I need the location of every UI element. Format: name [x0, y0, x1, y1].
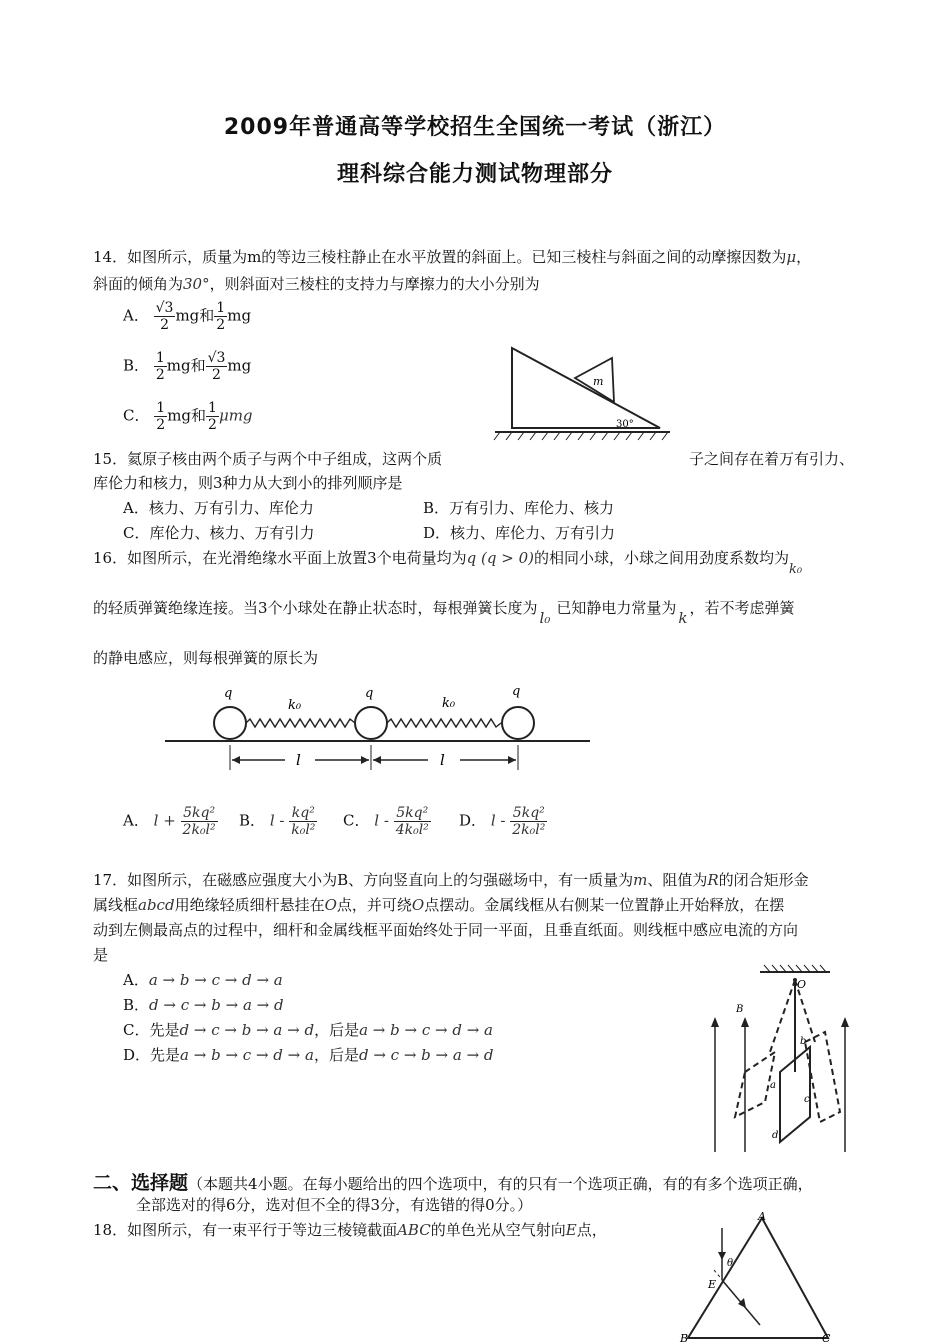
q16-k: k: [678, 609, 688, 627]
block-mass-label: m: [593, 375, 604, 388]
q16-a-frac: [181, 805, 218, 838]
q14-line1: [93, 247, 811, 267]
vertex-label-a: A: [758, 1210, 766, 1223]
q15-line1a: 15．氦原子核由两个质子与两个中子组成，这两个质: [93, 450, 443, 468]
q15-option-d[interactable]: D．核力、库伦力、万有引力: [423, 524, 616, 542]
q14-a-frac1: [154, 300, 176, 333]
q17-option-c-label: C．先是: [123, 1021, 180, 1039]
q17-text1a: 17．如图所示，在磁感应强度大小为B、方向竖直向上的匀强磁场中，有一质量为: [93, 871, 634, 889]
charge-label-left: q: [224, 686, 233, 701]
q17-d-then: ，后是: [313, 1046, 359, 1064]
section2-line2: [136, 1195, 532, 1215]
q18-text1c: 点，: [576, 1221, 607, 1239]
q17-option-a[interactable]: [123, 970, 283, 990]
q14-angle: 30°: [183, 275, 210, 293]
field-label: B: [736, 1004, 744, 1015]
frac-den: 2: [156, 417, 166, 433]
section2-text1: 本题共4小题。在每小题给出的四个选项中，有的只有一个选项正确，有的有多个选项正确，: [203, 1175, 813, 1193]
q14-line2: [93, 274, 540, 294]
dim-label-l1: l: [296, 751, 301, 769]
frame-left: [735, 1052, 775, 1117]
q16-c-frac: [394, 805, 431, 838]
ground-hatching: [494, 432, 668, 440]
q17-option-d[interactable]: [123, 1045, 494, 1065]
q16-option-c[interactable]: [343, 805, 431, 838]
q16-a-pre: l +: [153, 811, 176, 830]
q16-text2a: 的轻质弹簧绝缘连接。当3个小球处在静止状态时，每根弹簧长度为: [93, 599, 538, 617]
q18-text1b: 的单色光从空气射向: [430, 1221, 566, 1239]
q17-option-b[interactable]: [123, 995, 284, 1015]
q16-q-expr: q (q > 0): [466, 549, 534, 567]
q17-line1: [93, 870, 809, 890]
vertex-label-c: C: [822, 1332, 831, 1344]
frac-num: 1: [216, 300, 226, 316]
q14-b-mg2: mg: [227, 356, 252, 375]
q14-c-mg: mg: [167, 406, 192, 425]
q14-option-a-label: A．: [123, 306, 149, 325]
q17-text2b: 用绝缘轻质细杆悬挂在: [174, 896, 325, 914]
q15-option-c[interactable]: C．库伦力、核力、万有引力: [123, 524, 315, 542]
q16-option-b-label: B．: [239, 811, 266, 830]
section2-paren-close: ）: [517, 1196, 533, 1214]
frac-den: 2: [212, 367, 221, 383]
q17-option-b-label: B．: [123, 996, 150, 1014]
q15-option-b[interactable]: B．万有引力、库伦力、核力: [423, 499, 615, 517]
spring-left: [246, 719, 355, 727]
q14-incline-figure: [490, 340, 680, 445]
q16-text1a: 16．如图所示，在光滑绝缘水平面上放置3个电荷量均为: [93, 549, 467, 567]
frac-den: 2: [160, 317, 169, 333]
q16-option-d[interactable]: [459, 805, 547, 838]
field-arrowhead-1: [711, 1017, 719, 1027]
q17-text1c: 的闭合矩形金: [718, 871, 809, 889]
q17-text2d: 点摆动。金属线框从右侧某一位置静止开始释放，在摆: [424, 896, 785, 914]
frac-num: 1: [156, 400, 166, 416]
q17-d-expr1: a → b → c → d → a: [180, 1046, 314, 1064]
frac-den: 2: [155, 367, 165, 383]
section2-heading-row: [93, 1168, 813, 1195]
dim-arrowhead-1a: [232, 756, 240, 764]
corner-label-c: c: [804, 1094, 810, 1105]
q16-b-frac: [289, 805, 317, 838]
q17-line4: 是: [93, 946, 109, 964]
charge-label-right: q: [512, 684, 521, 699]
frac-num: 5kq²: [510, 805, 547, 822]
q16-text2c: ，若不考虑弹簧: [689, 599, 795, 617]
section2-paren-open: （: [188, 1175, 204, 1193]
angle-theta-label: θ: [727, 1258, 734, 1269]
frac-den: 2k₀l²: [512, 822, 546, 838]
q16-text1b: 的相同小球，小球之间用劲度系数均为: [533, 549, 789, 567]
q14-b-mg1: mg: [166, 356, 191, 375]
ball-left: [214, 707, 246, 739]
q16-option-d-label: D．: [459, 811, 487, 830]
q14-c-frac1: [154, 400, 167, 433]
dim-label-l2: l: [440, 751, 445, 769]
frac-den: 2: [216, 317, 226, 333]
q14-b-and: 和: [190, 356, 206, 375]
q14-a-and: 和: [199, 306, 215, 325]
q16-spring-figure: [160, 675, 600, 785]
q17-abcd: abcd: [138, 896, 175, 914]
spring-right: [387, 719, 501, 727]
q17-option-a-label: A．: [123, 971, 149, 989]
q14-text1: 14．如图所示，质量为m的等边三棱柱静止在水平放置的斜面上。已知三棱柱与斜面之间的动摩擦因数为: [93, 248, 787, 266]
q18-abc: ABC: [397, 1221, 431, 1239]
q17-c-expr2: a → b → c → d → a: [359, 1021, 493, 1039]
frac-num: 1: [155, 350, 165, 366]
q17-O1: O: [324, 896, 337, 914]
q16-option-a[interactable]: [123, 805, 218, 838]
q17-b-expr: d → c → b → a → d: [149, 996, 284, 1014]
q14-b-frac2: [206, 350, 228, 383]
q17-O2: O: [411, 896, 425, 914]
q16-d-frac: [510, 805, 547, 838]
q14-text1-end: ，: [796, 248, 812, 266]
q16-k0: k₀: [788, 562, 803, 577]
q14-c-frac2: [206, 400, 219, 433]
ball-right: [502, 707, 534, 739]
q16-line2: [93, 598, 795, 627]
q18-line1: [93, 1220, 607, 1240]
q16-d-pre: l -: [490, 811, 506, 830]
q16-line1: [93, 548, 803, 577]
q14-option-b-label: B．: [123, 356, 150, 375]
frac-num: 5kq²: [181, 805, 218, 822]
q17-pendulum-figure: [700, 962, 870, 1154]
q14-option-c-label: C．: [123, 406, 150, 425]
frac-den: 4k₀l²: [395, 822, 429, 838]
q17-line3: 动到左侧最高点的过程中，细杆和金属线框平面始终处于同一平面，且垂直纸面。则线框中感应电流的方向: [93, 921, 799, 939]
corner-label-a: a: [770, 1080, 776, 1091]
q17-d-expr2: d → c → b → a → d: [358, 1046, 494, 1064]
q17-R: R: [707, 871, 719, 889]
q17-line2: [93, 895, 784, 915]
q14-option-a[interactable]: [123, 300, 251, 333]
q16-option-a-label: A．: [123, 811, 149, 830]
q17-c-expr1: d → c → b → a → d: [179, 1021, 315, 1039]
frac-den: k₀l²: [291, 822, 316, 838]
q15-option-a[interactable]: A．核力、万有引力、库伦力: [123, 499, 314, 517]
q17-option-d-label: D．先是: [123, 1046, 181, 1064]
q17-text2a: 属线框: [93, 896, 139, 914]
q14-a-mg1: mg: [175, 306, 200, 325]
q16-option-c-label: C．: [343, 811, 370, 830]
page-subtitle: 理科综合能力测试物理部分: [336, 162, 613, 187]
q16-l0: l₀: [539, 609, 551, 627]
vertex-label-b: B: [680, 1332, 689, 1344]
rod-left: [770, 980, 795, 1052]
pivot-label: O: [797, 978, 807, 991]
ball-middle: [355, 707, 387, 739]
q15-line2: 库伦力和核力，则3种力从大到小的排列顺序是: [93, 474, 403, 492]
field-arrowhead-2: [741, 1017, 749, 1027]
spring-constant-left: k₀: [288, 698, 302, 713]
point-e-label: E: [708, 1278, 717, 1291]
incline-angle-label: 30°: [616, 419, 634, 430]
q14-option-c[interactable]: [123, 400, 253, 433]
section2-text2: 全部选对的得6分，选对但不全的得3分，有选错的得0分。: [136, 1196, 518, 1214]
q16-b-pre: l -: [269, 811, 285, 830]
q14-c-mumg: μmg: [218, 406, 253, 425]
q17-text1b: 、阻值为: [647, 871, 708, 889]
dim-arrowhead-2a: [373, 756, 381, 764]
q16-line3: 的静电感应，则每根弹簧的原长为: [93, 649, 319, 667]
q14-option-b[interactable]: [123, 350, 251, 383]
dim-arrowhead-2b: [508, 756, 516, 764]
charge-label-middle: q: [365, 686, 374, 701]
q14-text2b: ，则斜面对三棱柱的支持力与摩擦力的大小分别为: [209, 275, 540, 293]
ceiling-hatching: [764, 965, 826, 972]
field-arrowhead-3: [841, 1017, 849, 1027]
q14-b-frac1: [154, 350, 167, 383]
q14-mu: μ: [786, 248, 797, 266]
q18-e: E: [565, 1221, 577, 1239]
q14-a-frac2: [214, 300, 227, 333]
q16-c-pre: l -: [374, 811, 389, 830]
q17-text2c: 点，并可绕: [336, 896, 412, 914]
section2-heading: 二、选择题: [93, 1172, 189, 1194]
q17-m: m: [633, 871, 648, 889]
q16-text2b: 已知静电力常量为: [556, 599, 677, 617]
q14-text2a: 斜面的倾角为: [93, 275, 184, 293]
dim-arrowhead-1b: [361, 756, 369, 764]
corner-label-d: d: [772, 1130, 779, 1141]
q15-line1b: 子之间存在着万有引力、: [689, 450, 855, 468]
incident-arrowhead: [718, 1252, 726, 1260]
q17-a-expr: a → b → c → d → a: [148, 971, 283, 989]
corner-label-b: b: [800, 1036, 807, 1047]
frac-num: 5kq²: [394, 805, 431, 822]
frac-num: kq²: [289, 805, 317, 822]
frac-den: 2: [208, 417, 217, 433]
q14-c-and: 和: [191, 406, 207, 425]
q18-prism-figure: [670, 1210, 850, 1344]
frac-den: 2k₀l²: [182, 822, 216, 838]
q17-c-then: ，后是: [314, 1021, 360, 1039]
frac-num: 1: [208, 400, 217, 416]
frac-num: √3: [207, 350, 226, 366]
q14-a-mg2: mg: [227, 306, 252, 325]
spring-constant-right: k₀: [442, 696, 456, 711]
q16-option-b[interactable]: [239, 805, 317, 838]
incline-triangle: [512, 348, 660, 428]
q18-text1a: 18．如图所示，有一束平行于等边三棱镜截面: [93, 1221, 398, 1239]
frac-num: √3: [155, 300, 174, 316]
page-title: 2009年普通高等学校招生全国统一考试（浙江）: [223, 115, 727, 140]
q17-option-c[interactable]: [123, 1020, 493, 1040]
